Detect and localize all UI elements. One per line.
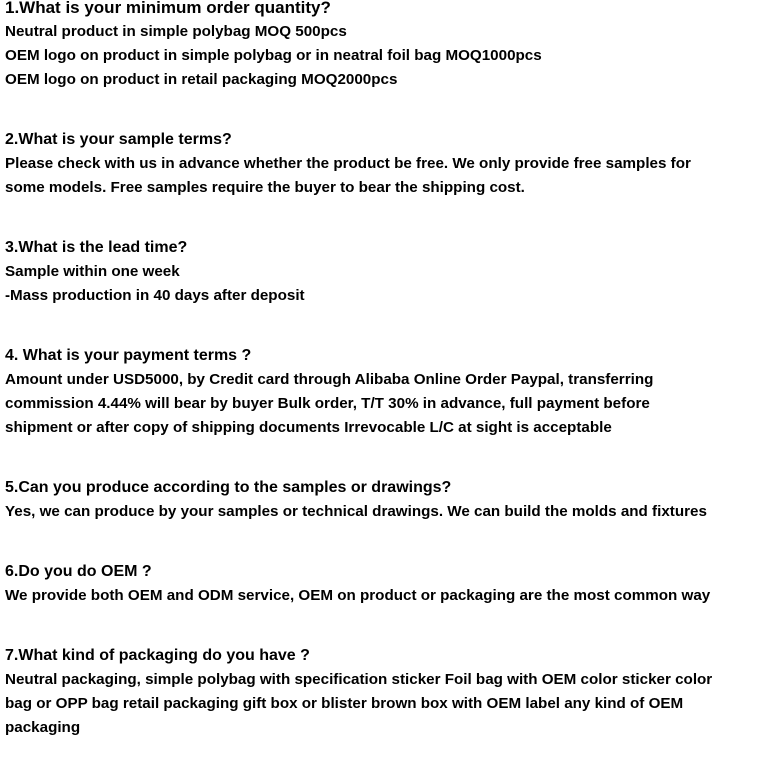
faq-answer-6-line-1: We provide both OEM and ODM service, OEM on product or packaging are the most common way	[5, 587, 711, 604]
faq-answer-2-line-1: Please check with us in advance whether the product be free. We only provide free samples for	[5, 155, 691, 172]
faq-item-7	[5, 644, 771, 740]
faq-item-2	[5, 128, 771, 200]
faq-question-2: 2.What is your sample terms?	[5, 131, 232, 148]
faq-answer-1-line-3: OEM logo on product in retail packaging MOQ2000pcs	[5, 71, 398, 88]
faq-item-6	[5, 560, 771, 608]
faq-question-7: 7.What kind of packaging do you have ?	[5, 647, 310, 664]
faq-question-6: 6.Do you do OEM ?	[5, 563, 152, 580]
faq-answer-6	[5, 584, 771, 608]
faq-answer-2	[5, 152, 771, 200]
faq-answer-7	[5, 668, 771, 740]
faq-question-1: 1.What is your minimum order quantity?	[5, 0, 331, 17]
faq-answer-4	[5, 368, 771, 440]
faq-question-4: 4. What is your payment terms ?	[5, 347, 252, 364]
faq-answer-4-line-3: shipment or after copy of shipping documents Irrevocable L/C at sight is acceptable	[5, 419, 612, 436]
faq-answer-1	[5, 20, 771, 92]
faq-answer-4-line-2: commission 4.44% will bear by buyer Bulk order, T/T 30% in advance, full payment before	[5, 395, 650, 412]
faq-item-3	[5, 236, 771, 308]
faq-answer-3-line-2: -Mass production in 40 days after deposit	[5, 287, 305, 304]
faq-answer-7-line-2: bag or OPP bag retail packaging gift box or blister brown box with OEM label any kind of OEM	[5, 695, 684, 712]
faq-item-5	[5, 476, 771, 524]
faq-item-4	[5, 344, 771, 440]
faq-question-5: 5.Can you produce according to the samples or drawings?	[5, 479, 452, 496]
faq-answer-2-line-2: some models. Free samples require the buyer to bear the shipping cost.	[5, 179, 525, 196]
faq-answer-4-line-1: Amount under USD5000, by Credit card through Alibaba Online Order Paypal, transferring	[5, 371, 654, 388]
faq-answer-3	[5, 260, 771, 308]
faq-item-1	[5, 0, 771, 92]
faq-answer-1-line-2: OEM logo on product in simple polybag or in neatral foil bag MOQ1000pcs	[5, 47, 542, 64]
faq-answer-3-line-1: Sample within one week	[5, 263, 180, 280]
faq-answer-5	[5, 500, 771, 524]
faq-question-3: 3.What is the lead time?	[5, 239, 188, 256]
faq-answer-7-line-3: packaging	[5, 719, 81, 736]
faq-answer-7-line-1: Neutral packaging, simple polybag with specification sticker Foil bag with OEM color sticker color	[5, 671, 713, 688]
faq-answer-1-line-1: Neutral product in simple polybag MOQ 500pcs	[5, 23, 347, 40]
faq-answer-5-line-1: Yes, we can produce by your samples or technical drawings. We can build the molds and fixtures	[5, 503, 707, 520]
